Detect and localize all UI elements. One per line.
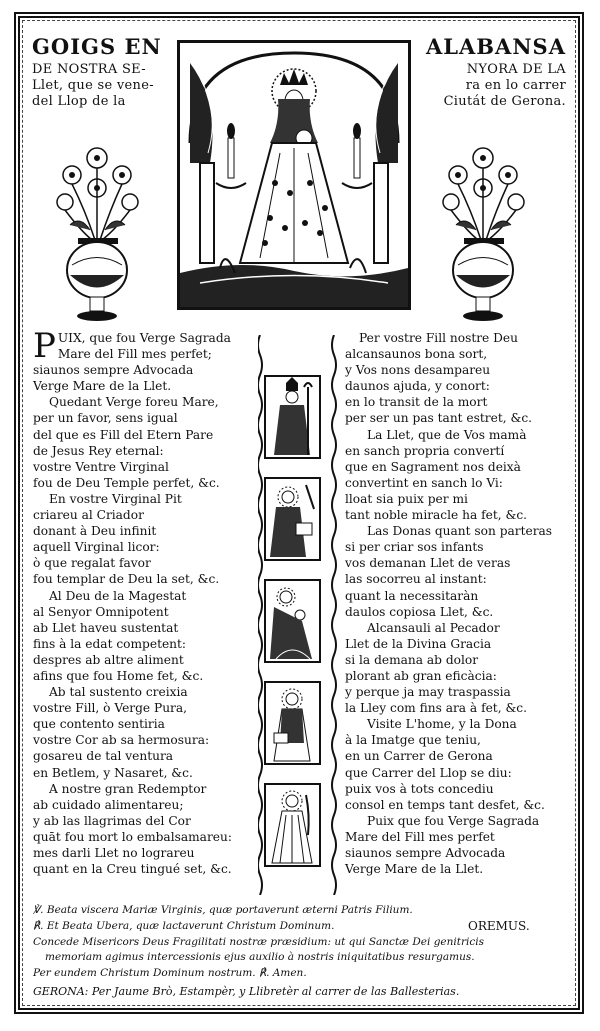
header-left xyxy=(32,36,177,110)
right-verse-line: en un Carrer de Gerona xyxy=(345,749,493,764)
right-verse-line: la Lley com fins ara à fet, &c. xyxy=(345,701,527,716)
right-verse-line: puix vos à tots concediu xyxy=(345,781,494,796)
header-right-line-2: ra en lo carrer xyxy=(465,78,566,93)
left-verse-line: fou de Deu Temple perfet, &c. xyxy=(33,475,220,490)
right-verse-line: daunos ajuda, y conort: xyxy=(345,379,490,394)
left-verse-line: Ab tal sustento creixia xyxy=(49,685,188,700)
left-verse-line: UIX, que fou Verge Sagrada xyxy=(57,331,231,345)
right-verse-line: Las Donas quant son parteras xyxy=(367,524,553,539)
header-left-title: GOIGS EN xyxy=(32,34,162,59)
left-verse-line: Quedant Verge foreu Mare, xyxy=(49,395,219,410)
right-flower-vase-image xyxy=(436,140,531,330)
left-verse-line: quāt fou mort lo embalsamareu: xyxy=(33,829,232,844)
right-verse-line: si per criar sos infants xyxy=(345,540,484,555)
header-right-line-3: Ciutát de Gerona. xyxy=(443,94,566,109)
right-verse-line: daulos copiosa Llet, &c. xyxy=(345,604,494,619)
prayer-line-3: Per eundem Christum Dominum nostrum. ℟. Amen. xyxy=(33,967,307,979)
bishop-saint-icon xyxy=(266,377,319,457)
left-verse-line: ab cuidado alimentareu; xyxy=(33,797,184,812)
left-verse-line: gosareu de tal ventura xyxy=(33,749,174,764)
saint-woodcut-2 xyxy=(264,477,321,561)
right-verse-line: y perque ja may traspassia xyxy=(345,685,511,700)
right-verse-line: las socorreu al instant: xyxy=(345,572,487,587)
header-right xyxy=(416,36,566,110)
right-verse-line: y Vos nons desampareu xyxy=(345,363,491,378)
left-verse-line: aquell Virginal licor: xyxy=(33,540,160,555)
prayer-line-2: memoriam agimus intercessionis ejus auxilio à nostris iniquitatibus resurgamus. xyxy=(45,951,475,963)
right-verse-line: en lo transit de la mort xyxy=(345,395,488,410)
versicle-line: ℣. Beata viscera Mariæ Virginis, quæ portaverunt æterni Patris Filium. xyxy=(33,904,413,916)
flower-vase-icon xyxy=(436,140,531,330)
left-verse-line: de Jesus Rey eternal: xyxy=(33,443,164,458)
flower-vase-icon xyxy=(50,140,145,330)
right-verse-line: Alcansauli al Pecador xyxy=(367,620,500,635)
left-verse-line: ò que regalat favor xyxy=(33,556,151,571)
right-verse-line: quant la necessitaràn xyxy=(345,588,479,603)
right-verse-line: Per vostre Fill nostre Deu xyxy=(359,331,518,345)
right-verse-line: si la demana ab dolor xyxy=(345,652,479,667)
right-verse-line: siaunos sempre Advocada xyxy=(345,846,506,860)
left-verse-line: vostre Ventre Virginal xyxy=(33,459,169,474)
right-verse-line: Puix que fou Verge Sagrada xyxy=(367,813,540,828)
saint-with-child-icon xyxy=(266,581,319,661)
left-verse-line: afins que fou Home fet, &c. xyxy=(33,668,204,683)
virgin-woodcut-image xyxy=(177,40,411,310)
header-right-title: ALABANSA xyxy=(425,34,566,59)
left-verse-line: fins à la edat competent: xyxy=(33,636,187,651)
left-verse-line: despres ab altre aliment xyxy=(33,652,184,667)
right-verse-line: convertint en sanch lo Vi: xyxy=(345,475,503,490)
imprint-line: GERONA: Per Jaume Brò, Estampèr, y Llibretèr al carrer de las Ballesterias. xyxy=(33,985,460,998)
right-verse-line: que en Sagrament nos deixà xyxy=(345,459,521,474)
right-verse-line: vos demanan Llet de veras xyxy=(345,556,511,571)
left-verse-line: y ab las llagrimas del Cor xyxy=(33,813,191,828)
right-verse-line: tant noble miracle ha fet, &c. xyxy=(345,508,528,523)
saint-woodcut-3 xyxy=(264,579,321,663)
prayer-line-1: Concede Misericors Deus Fragilitati nostræ præsidium: ut qui Sanctæ Dei genitricis xyxy=(33,936,484,948)
left-flower-vase-image xyxy=(50,140,145,330)
saint-with-book-icon xyxy=(266,479,319,559)
left-verse-line: Verge Mare de la Llet. xyxy=(33,379,172,394)
saint-woodcut-1 xyxy=(264,375,321,459)
left-verse-column xyxy=(33,326,258,877)
right-verse-line: lloat sia puix per mi xyxy=(345,491,468,506)
left-verse-line: quant en la Creu tingué set, &c. xyxy=(33,862,232,877)
left-verse-line: del que es Fill del Etern Pare xyxy=(33,427,214,442)
center-ornament-strip xyxy=(258,335,338,895)
right-verse-line: à la Imatge que teniu, xyxy=(345,733,481,748)
saint-woodcut-5 xyxy=(264,783,321,867)
right-verse-line: plorant ab gran eficàcia: xyxy=(345,668,497,683)
left-verse-line: En vostre Virginal Pit xyxy=(49,491,182,506)
right-verse-line: alcansaunos bona sort, xyxy=(345,347,488,362)
header-right-line-1: NYORA DE LA xyxy=(466,62,566,77)
left-verse-line: criareu al Criador xyxy=(33,508,144,523)
left-verse-line: mes darli Llet no lograreu xyxy=(33,846,195,860)
virgin-illustration-icon xyxy=(180,43,408,307)
left-verse-line: Al Deu de la Magestat xyxy=(49,588,187,603)
right-verse-line: Verge Mare de la Llet. xyxy=(345,862,484,877)
dropcap-letter: P xyxy=(33,326,56,366)
left-verse-line: siaunos sempre Advocada xyxy=(33,363,194,378)
saint-with-palm-icon xyxy=(266,785,319,865)
left-verse-line: vostre Fill, ò Verge Pura, xyxy=(33,701,188,716)
left-verse-line: A nostre gran Redemptor xyxy=(49,781,207,796)
header-left-line-3: del Llop de la xyxy=(32,94,126,109)
left-verse-line: donant à Deu infinit xyxy=(33,524,157,539)
response-line xyxy=(33,919,573,933)
right-verse-line: Llet de la Divina Gracia xyxy=(345,636,492,651)
left-verse-line: ab Llet haveu sustentat xyxy=(33,620,179,635)
left-verse-line: Mare del Fill mes perfet; xyxy=(57,347,212,362)
left-verse-line: vostre Cor ab sa hermosura: xyxy=(33,733,210,748)
right-verse-line: Visite L'home, y la Dona xyxy=(367,717,517,732)
response-text: ℟. Et Beata Ubera, quæ lactaverunt Christum Dominum. xyxy=(33,920,335,932)
left-verse-line: al Senyor Omnipotent xyxy=(33,604,169,619)
oremus-heading: OREMUS. xyxy=(468,919,530,933)
right-verse-line: en sanch propria convertí xyxy=(345,443,505,458)
right-verse-line: que Carrer del Llop se diu: xyxy=(345,765,512,780)
right-verse-line: consol en temps tant desfet, &c. xyxy=(345,797,545,812)
header-left-line-1: DE NOSTRA SE- xyxy=(32,62,146,77)
left-verse-line: fou templar de Deu la set, &c. xyxy=(33,572,220,587)
right-verse-column xyxy=(345,330,585,877)
left-verse-line: que contento sentiria xyxy=(33,717,165,732)
header-left-line-2: Llet, que se vene- xyxy=(32,78,154,93)
left-verse-line: en Betlem, y Nasaret, &c. xyxy=(33,765,193,780)
female-saint-icon xyxy=(266,683,319,763)
left-verse-line: per un favor, sens igual xyxy=(33,411,178,426)
right-verse-line: Mare del Fill mes perfet xyxy=(345,829,495,844)
right-verse-line: La Llet, que de Vos mamà xyxy=(367,427,527,442)
saint-woodcut-4 xyxy=(264,681,321,765)
right-verse-line: per ser un pas tant estret, &c. xyxy=(345,411,533,426)
